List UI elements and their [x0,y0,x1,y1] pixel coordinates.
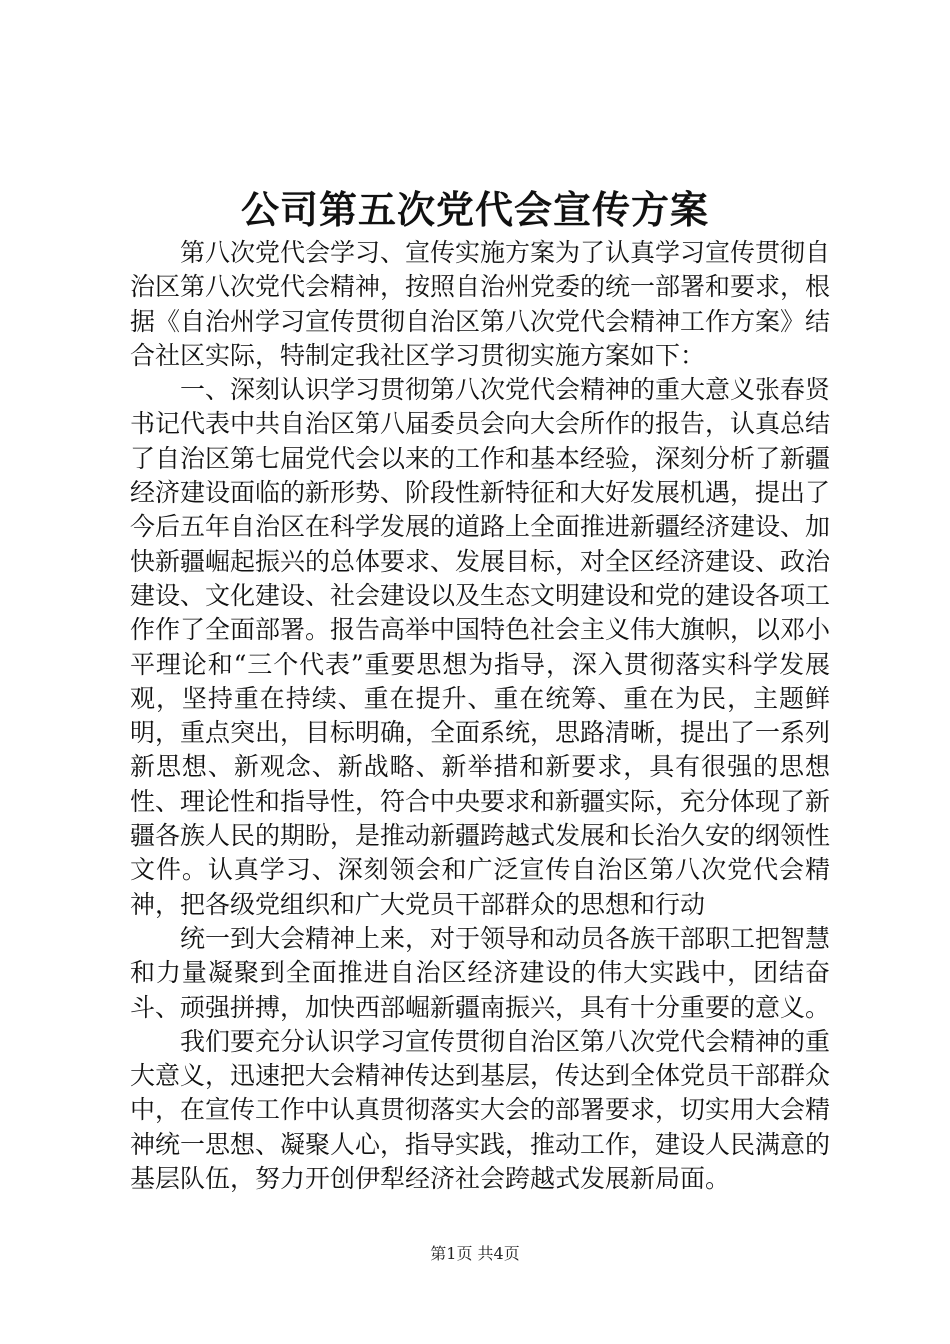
paragraph-significance: 我们要充分认识学习宣传贯彻自治区第八次党代会精神的重大意义，迅速把大会精神传达到基层，传达到全体党员干部群众中，在宣传工作中认真贯彻落实大会的部署要求，切实用大会精神统一思想、凝聚人心，指导实践，推动工作，建设人民满意的基层队伍，努力开创伊犁经济社会跨越式发展新局面。 [130,1026,831,1194]
document-body [130,236,830,1196]
paragraph-intro: 第八次党代会学习、宣传实施方案为了认真学习宣传贯彻自治区第八次党代会精神，按照自治州党委的统一部署和要求，根据《自治州学习宣传贯彻自治区第八次党代会精神工作方案》结合社区实际，特制定我社区学习贯彻实施方案如下： [130,238,831,370]
paragraph-unity: 统一到大会精神上来，对于领导和动员各族干部职工把智慧和力量凝聚到全面推进自治区经济建设的伟大实践中，团结奋斗、顽强拼搏，加快西部崛新疆南振兴，具有十分重要的意义。 [130,923,831,1022]
page-footer: 第1页 共4页 [430,1244,520,1263]
paragraph-section-one: 一、深刻认识学习贯彻第八次党代会精神的重大意义张春贤书记代表中共自治区第八届委员会向大会所作的报告，认真总结了自治区第七届党代会以来的工作和基本经验，深刻分析了新疆经济建设面临的新形势、阶段性新特征和大好发展机遇，提出了今后五年自治区在科学发展的道路上全面推进新疆经济建设、加快新疆崛起振兴的总体要求、发展目标，对全区经济建设、政治建设、文化建设、社会建设以及生态文明建设和党的建设各项工作作了全面部署。报告高举中国特色社会主义伟大旗帜，以邓小平理论和“三个代表”重要思想为指导，深入贯彻落实科学发展观，坚持重在持续、重在提升、重在统筹、重在为民，主题鲜明，重点突出，目标明确，全面系统，思路清晰，提出了一系列新思想、新观念、新战略、新举措和新要求，具有很强的思想性、理论性和指导性，符合中央要求和新疆实际，充分体现了新疆各族人民的期盼，是推动新疆跨越式发展和长治久安的纲领性文件。认真学习、深刻领会和广泛宣传自治区第八次党代会精神，把各级党组织和广大党员干部群众的思想和行动 [130,375,831,919]
document-title: 公司第五次党代会宣传方案 [240,187,709,232]
